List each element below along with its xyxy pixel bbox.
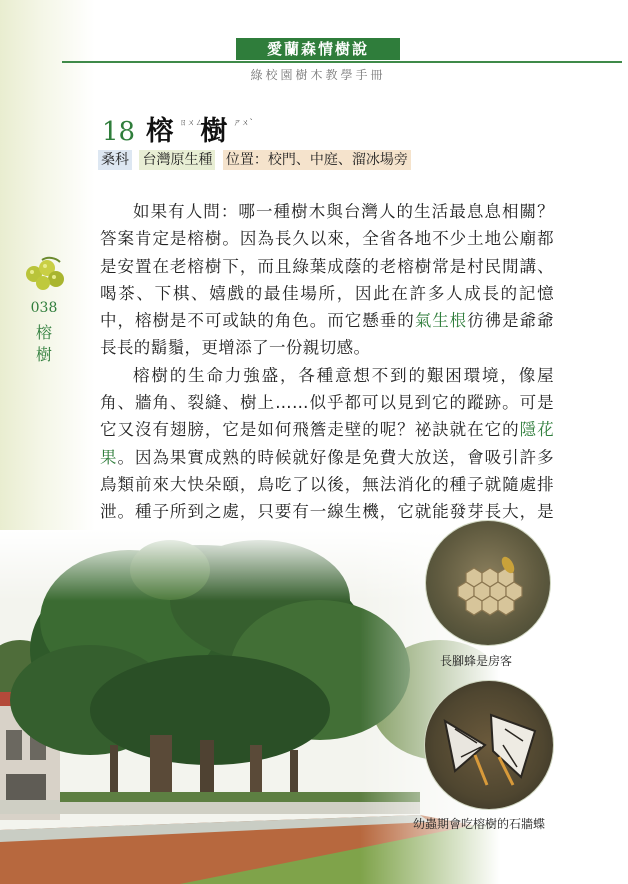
highlight-aerial-roots: 氣生根 — [414, 311, 468, 331]
entry-tags — [98, 150, 414, 172]
header-divider — [62, 61, 622, 63]
title-zhuyin-2: ㄕㄨˋ — [233, 118, 254, 127]
family-tag: 桑科 — [98, 150, 132, 170]
native-tag: 台灣原生種 — [139, 150, 215, 170]
wasp-nest-illustration — [426, 521, 550, 645]
book-subtitle: 綠校園樹木教學手冊 — [250, 68, 386, 82]
butterfly-illustration — [425, 681, 553, 809]
highlight-syconium: 隱花果 — [100, 420, 554, 467]
butterfly-caption: 幼蟲期會吃榕樹的石牆蝶 — [413, 817, 546, 831]
title-char-2: 樹 — [200, 116, 228, 147]
wasp-caption: 長腳蜂是房客 — [440, 654, 513, 668]
sidebar-tree-name: 榕樹 — [35, 323, 52, 364]
fig-fruit-icon — [22, 254, 68, 294]
page-number: 038 — [30, 300, 58, 316]
book-title: 愛蘭森情樹說 — [236, 38, 400, 60]
butterfly-photo — [425, 681, 553, 809]
entry-title — [102, 112, 254, 152]
location-tag: 位置：校門、中庭、溜冰場旁 — [223, 150, 411, 170]
body-text — [100, 198, 554, 553]
entry-number: 18 — [102, 117, 136, 147]
paragraph-2: 榕樹的生命力強盛，各種意想不到的艱困環境，像屋角、牆角、裂縫、樹上……似乎都可以見到它的蹤跡。可是它又沒有翅膀，它是如何飛簷走壁的呢？祕訣就在它的隱花果。因為果實成熟的時候就好像是免費大放送，會吸引許多鳥類前來大快朵頤，鳥吃了以後，無法消化的種子就隨處排泄。種子所到之處，只要有一線生機，它就能發芽長大，是 — [100, 365, 554, 522]
wasp-nest-photo — [426, 521, 550, 645]
title-zhuyin-1: ㄖㄨㄥˊ — [179, 118, 208, 127]
title-char-1: 榕 — [146, 116, 174, 147]
paragraph-1: 如果有人問：哪一種樹木與台灣人的生活最息息相關？答案肯定是榕樹。因為長久以來，全省各地不少土地公廟都是安置在老榕樹下，而且綠葉成蔭的老榕樹常是村民閒講、喝茶、下棋、嬉戲的最佳場所，因此在許多人成長的記憶中，榕樹是不可或缺的角色。而它懸垂的氣生根彷彿是爺爺長長的鬍鬚，更增添了一份親切感。 — [100, 202, 555, 358]
